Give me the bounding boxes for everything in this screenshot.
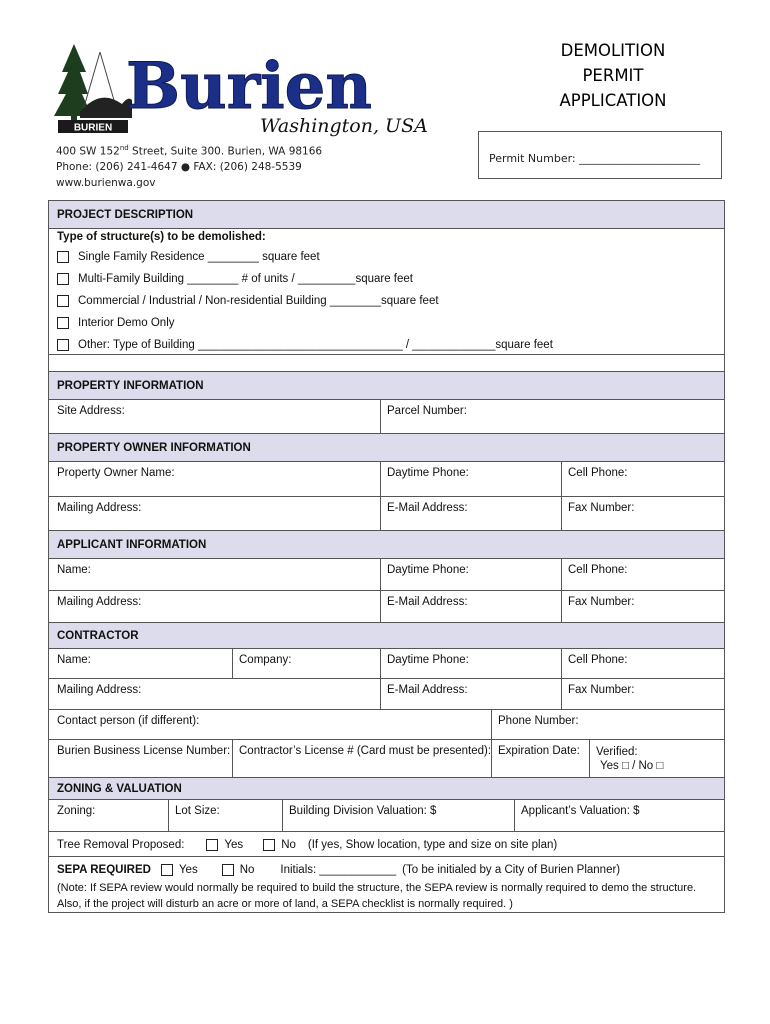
- tree-no-checkbox[interactable]: [263, 839, 275, 851]
- site-address-field[interactable]: Site Address:: [57, 405, 125, 417]
- contractor-company-field[interactable]: Company:: [232, 649, 380, 678]
- verified-field[interactable]: Verified: Yes □ / No □: [589, 740, 724, 777]
- applicant-row-1: [49, 559, 724, 591]
- expiration-date-field[interactable]: Expiration Date:: [491, 740, 589, 777]
- owner-row-2: [49, 497, 724, 531]
- checkbox: [57, 251, 69, 263]
- owner-name-field[interactable]: Property Owner Name:: [57, 467, 175, 479]
- document-title: DEMOLITION PERMIT APPLICATION: [559, 41, 667, 110]
- sepa-yes-checkbox[interactable]: [161, 864, 173, 876]
- contractor-fax-field[interactable]: Fax Number:: [561, 679, 724, 709]
- section-zoning-valuation: ZONING & VALUATION: [49, 778, 724, 800]
- sepa-note: (Note: If SEPA review would normally be required to build the structure, the SEPA review is normally required to demo the structure. Also, if the project will disturb an acre or more of land, a SEPA checklist is normally required. ): [57, 882, 697, 910]
- owner-daytime-phone-field[interactable]: Daytime Phone:: [380, 462, 561, 496]
- project-structure-block: [49, 229, 724, 355]
- parcel-number-field[interactable]: Parcel Number:: [380, 400, 724, 433]
- burien-logo: [52, 42, 428, 137]
- checkbox: [57, 273, 69, 285]
- address-line: 400 SW 152nd Street, Suite 300. Burien, WA 98166: [56, 144, 323, 158]
- property-row: [49, 400, 724, 434]
- section-owner-information: PROPERTY OWNER INFORMATION: [49, 434, 724, 462]
- contractor-row-3: [49, 710, 724, 740]
- burien-logo-graphic: [52, 42, 428, 137]
- contractor-mailing-address-field[interactable]: Mailing Address:: [57, 684, 142, 696]
- option-other[interactable]: Other: Type of Building ________________________________ / _____________square feet: [57, 339, 553, 351]
- option-interior-demo[interactable]: Interior Demo Only: [57, 317, 175, 329]
- contact-block: [56, 141, 322, 191]
- applicant-daytime-phone-field[interactable]: Daytime Phone:: [380, 559, 561, 590]
- structure-question: Type of structure(s) to be demolished:: [57, 231, 266, 243]
- contact-person-field[interactable]: Contact person (if different):: [57, 715, 200, 727]
- logo-subtitle: Washington, USA: [260, 115, 428, 137]
- owner-email-field[interactable]: E-Mail Address:: [380, 497, 561, 530]
- section-applicant-information: APPLICANT INFORMATION: [49, 531, 724, 559]
- contractor-row-4: [49, 740, 724, 778]
- tree-removal-line: Tree Removal Proposed: Yes No (If yes, Show location, type and size on site plan): [57, 839, 558, 851]
- owner-mailing-address-field[interactable]: Mailing Address:: [57, 502, 142, 514]
- spacer: [49, 355, 724, 372]
- initials-field[interactable]: Initials: ____________: [280, 864, 397, 876]
- verified-options: Yes □ / No □: [600, 760, 664, 772]
- tree-removal-row: [49, 832, 724, 857]
- option-multi-family[interactable]: Multi-Family Building ________ # of units / _________square feet: [57, 273, 413, 285]
- logo-wordmark: Burien: [126, 49, 372, 124]
- contractor-daytime-phone-field[interactable]: Daytime Phone:: [380, 649, 561, 678]
- permit-number-field[interactable]: Permit Number: ______________________: [478, 131, 722, 179]
- sepa-no-checkbox[interactable]: [222, 864, 234, 876]
- section-property-information: PROPERTY INFORMATION: [49, 372, 724, 400]
- applicant-name-field[interactable]: Name:: [57, 564, 91, 576]
- option-commercial[interactable]: Commercial / Industrial / Non-residential Building ________square feet: [57, 295, 439, 307]
- applicant-row-2: [49, 591, 724, 623]
- applicant-fax-field[interactable]: Fax Number:: [561, 591, 724, 622]
- building-division-valuation-field[interactable]: Building Division Valuation: $: [282, 800, 514, 831]
- checkbox: [57, 295, 69, 307]
- contractor-license-field[interactable]: Contractor’s License # (Card must be presented):: [232, 740, 491, 777]
- applicant-cell-phone-field[interactable]: Cell Phone:: [561, 559, 724, 590]
- contact-phone-field[interactable]: Phone Number:: [491, 710, 724, 739]
- applicant-email-field[interactable]: E-Mail Address:: [380, 591, 561, 622]
- section-contractor: CONTRACTOR: [49, 623, 724, 649]
- tree-yes-checkbox[interactable]: [206, 839, 218, 851]
- contractor-cell-phone-field[interactable]: Cell Phone:: [561, 649, 724, 678]
- business-license-field[interactable]: Burien Business License Number:: [57, 745, 231, 757]
- owner-cell-phone-field[interactable]: Cell Phone:: [561, 462, 724, 496]
- website-link[interactable]: www.burienwa.gov: [56, 176, 156, 189]
- sepa-line: SEPA REQUIRED Yes No Initials: ____________ (To be initialed by a City of Burien Planner): [57, 864, 621, 876]
- zoning-field[interactable]: Zoning:: [57, 805, 96, 817]
- owner-row-1: [49, 462, 724, 497]
- contractor-row-1: [49, 649, 724, 679]
- contractor-name-field[interactable]: Name:: [57, 654, 91, 666]
- phone-fax-line: Phone: (206) 241-4647 ● FAX: (206) 248-5539: [56, 161, 302, 173]
- checkbox: [57, 339, 69, 351]
- applicant-valuation-field[interactable]: Applicant’s Valuation: $: [514, 800, 724, 831]
- application-form: [48, 200, 725, 913]
- lot-size-field[interactable]: Lot Size:: [168, 800, 282, 831]
- zoning-row: [49, 800, 724, 832]
- option-single-family[interactable]: Single Family Residence ________ square feet: [57, 251, 320, 263]
- contractor-email-field[interactable]: E-Mail Address:: [380, 679, 561, 709]
- sepa-block: [49, 857, 724, 913]
- owner-fax-field[interactable]: Fax Number:: [561, 497, 724, 530]
- section-project-description: PROJECT DESCRIPTION: [49, 201, 724, 229]
- contractor-row-2: [49, 679, 724, 710]
- applicant-mailing-address-field[interactable]: Mailing Address:: [57, 596, 142, 608]
- checkbox: [57, 317, 69, 329]
- logo-badge-text: BURIEN: [73, 122, 113, 134]
